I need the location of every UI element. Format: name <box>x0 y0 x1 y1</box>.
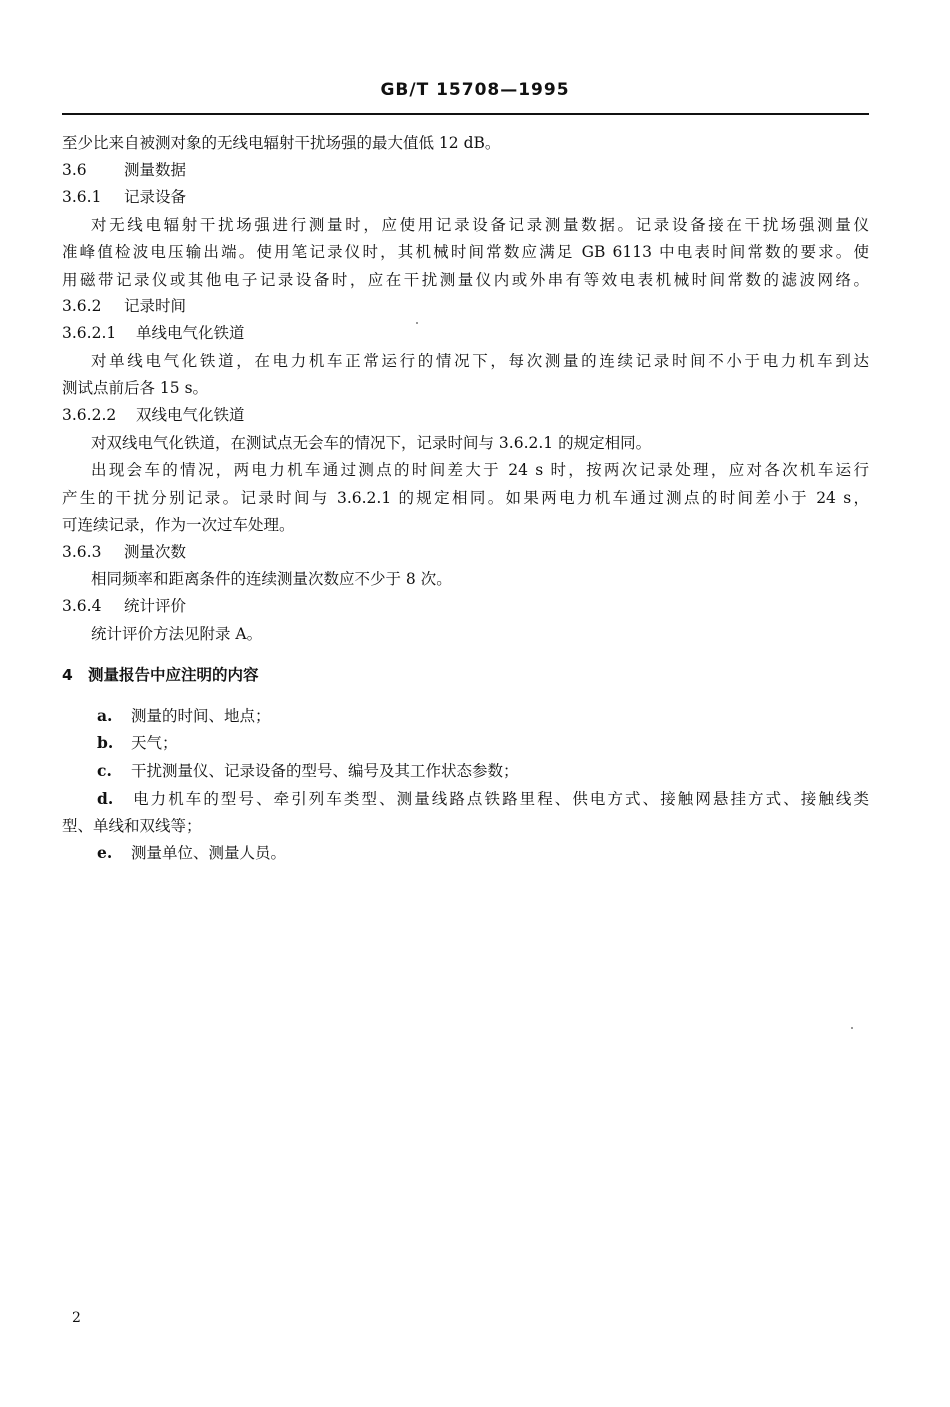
section-title: 记录时间 <box>124 297 187 315</box>
section-title: 单线电气化铁道 <box>136 324 245 342</box>
list-marker: a. <box>97 706 113 725</box>
scan-speck <box>851 1027 853 1029</box>
list-item <box>97 843 869 863</box>
list-marker: b. <box>97 733 114 752</box>
list-item <box>97 761 869 781</box>
list-item-text: 干扰测量仪、记录设备的型号、编号及其工作状态参数； <box>131 762 519 780</box>
section-number: 4 <box>62 666 73 684</box>
paragraph-line: 准峰值检波电压输出端。使用笔记录仪时，其机械时间常数应满足 GB 6113 中电表时间常数的要求。使 <box>62 243 869 261</box>
section-number: 3.6.2.2 <box>62 406 117 424</box>
section-title: 测量报告中应注明的内容 <box>88 666 259 684</box>
paragraph-line: 相同频率和距离条件的连续测量次数应不少于 8 次。 <box>91 570 452 588</box>
section-title: 测量数据 <box>124 161 187 179</box>
section-title: 双线电气化铁道 <box>136 406 245 424</box>
list-marker: c. <box>97 761 112 780</box>
list-item-text: 天气； <box>131 734 178 752</box>
heading-3-6-2-2 <box>62 405 869 425</box>
list-item <box>97 706 869 726</box>
page-number: 2 <box>72 1310 81 1326</box>
paragraph-line: 至少比来自被测对象的无线电辐射干扰场强的最大值低 12 dB。 <box>62 134 501 152</box>
heading-3-6-1 <box>62 187 869 207</box>
heading-section-4 <box>62 665 869 685</box>
paragraph-line: 可连续记录，作为一次过车处理。 <box>62 516 295 534</box>
paragraph-line: 对无线电辐射干扰场强进行测量时，应使用记录设备记录测量数据。记录设备接在干扰场强测量仪 <box>91 216 869 234</box>
section-number: 3.6.2 <box>62 297 102 315</box>
section-title: 记录设备 <box>124 188 187 206</box>
heading-3-6-2-1 <box>62 323 869 343</box>
section-number: 3.6 <box>62 161 87 179</box>
heading-3-6-3 <box>62 542 869 562</box>
paragraph-line: 产生的干扰分别记录。记录时间与 3.6.2.1 的规定相同。如果两电力机车通过测点的时间差小于 24 s， <box>62 489 869 507</box>
paragraph-line: 对单线电气化铁道，在电力机车正常运行的情况下，每次测量的连续记录时间不小于电力机车到达 <box>91 352 869 370</box>
heading-3-6-2 <box>62 296 869 316</box>
paragraph-line: 出现会车的情况，两电力机车通过测点的时间差大于 24 s 时，按两次记录处理，应对各次机车运行 <box>91 461 869 479</box>
scan-speck <box>416 322 418 324</box>
list-item-continuation: 型、单线和双线等； <box>62 817 202 835</box>
list-item-text: 电力机车的型号、牵引列车类型、测量线路点铁路里程、供电方式、接触网悬挂方式、接触线类 <box>131 790 869 808</box>
section-number: 3.6.4 <box>62 597 102 615</box>
section-number: 3.6.2.1 <box>62 324 117 342</box>
list-item-text: 测量单位、测量人员。 <box>131 844 287 862</box>
list-item <box>97 733 869 753</box>
paragraph-line: 用磁带记录仪或其他电子记录设备时，应在干扰测量仪内或外串有等效电表机械时间常数的滤波网络。 <box>62 271 869 289</box>
heading-3-6 <box>62 160 869 180</box>
list-item-text: 测量的时间、地点； <box>131 707 271 725</box>
section-title: 测量次数 <box>124 543 187 561</box>
list-marker: e. <box>97 843 113 862</box>
paragraph-line: 测试点前后各 15 s。 <box>62 379 209 397</box>
section-number: 3.6.3 <box>62 543 102 561</box>
paragraph-line: 对双线电气化铁道，在测试点无会车的情况下，记录时间与 3.6.2.1 的规定相同。 <box>91 434 652 452</box>
list-marker: d. <box>97 789 114 808</box>
page-header: GB/T 15708—1995 <box>380 80 570 100</box>
paragraph-line: 统计评价方法见附录 A。 <box>91 625 263 643</box>
heading-3-6-4 <box>62 596 869 616</box>
list-item <box>97 789 869 809</box>
header-rule <box>62 113 869 115</box>
section-title: 统计评价 <box>124 597 187 615</box>
section-number: 3.6.1 <box>62 188 102 206</box>
